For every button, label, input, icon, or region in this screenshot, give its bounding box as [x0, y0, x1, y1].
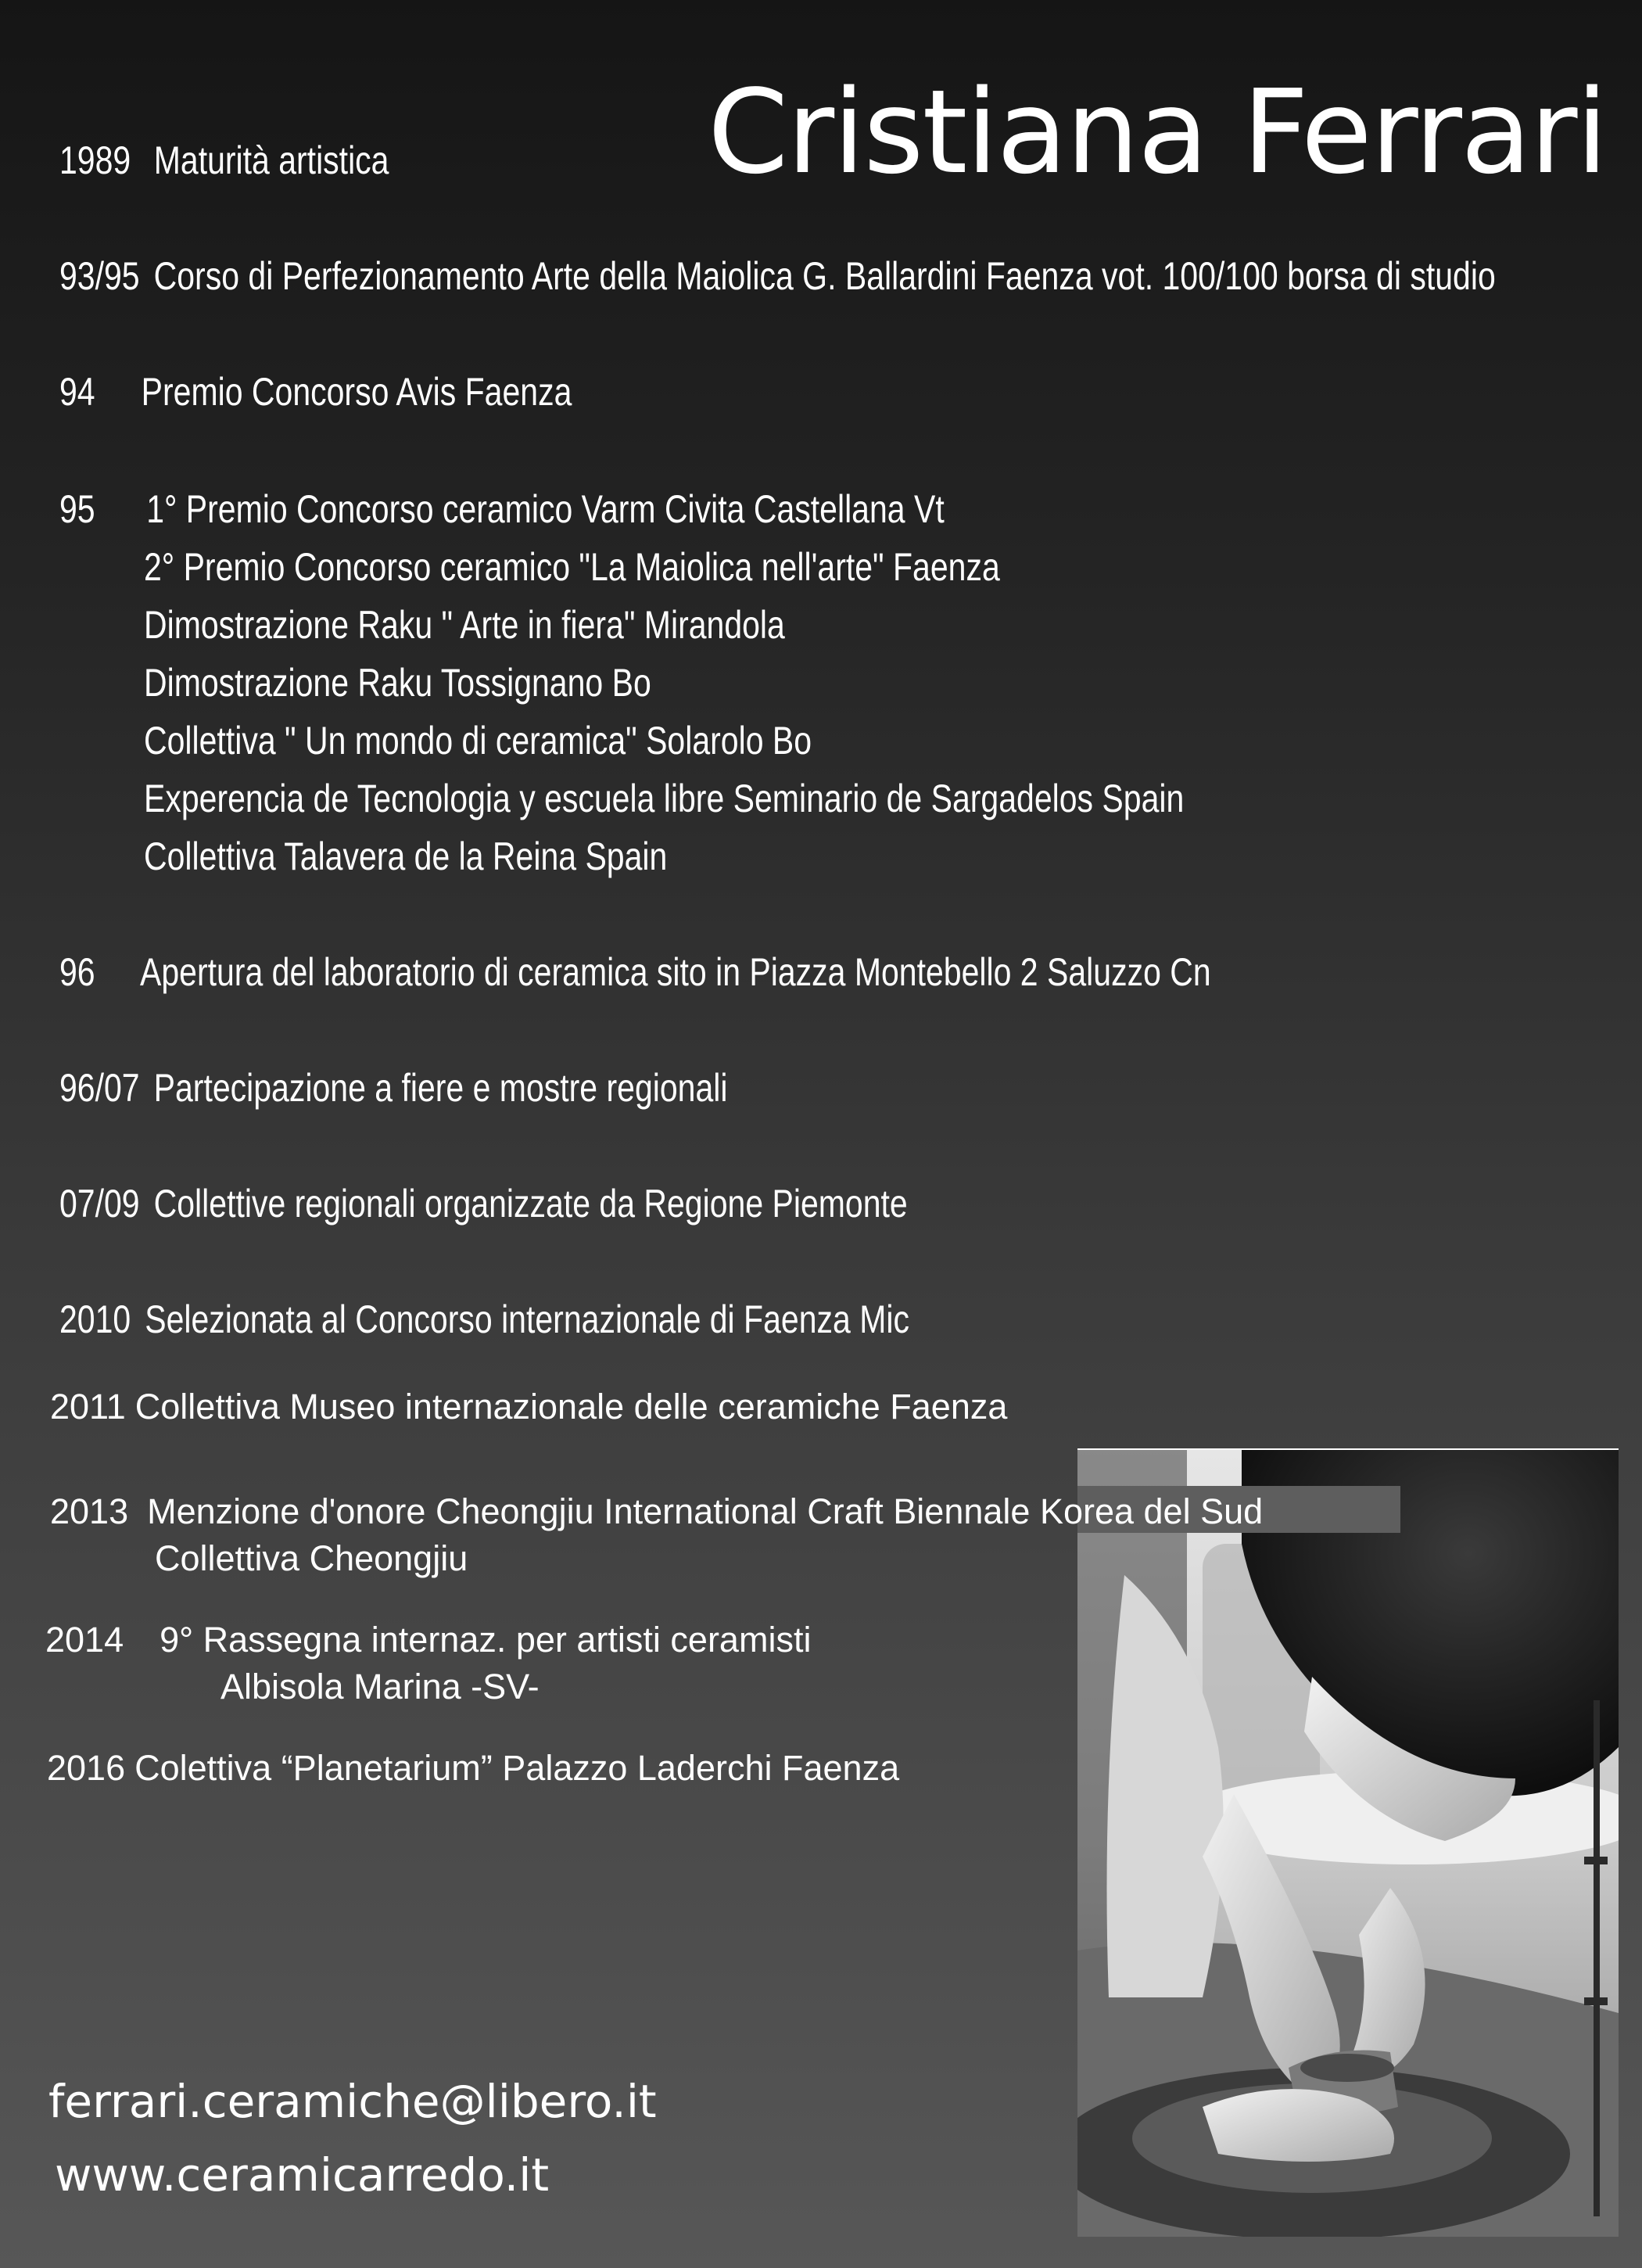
- cv-year: 2013: [50, 1491, 129, 1531]
- cv-text: 1° Premio Concorso ceramico Varm Civita Castellana Vt: [146, 487, 945, 531]
- cv-year: 2014: [45, 1620, 124, 1660]
- cv-year: 95: [59, 487, 95, 531]
- page-title: Cristiana Ferrari: [708, 65, 1607, 199]
- cv-text: Apertura del laboratorio di ceramica sito in Piazza Montebello 2 Saluzzo Cn: [140, 950, 1211, 994]
- cv-text: Colettiva “Planetarium” Palazzo Laderchi Faenza: [134, 1748, 900, 1788]
- cv-text: Partecipazione a fiere e mostre regionali: [153, 1066, 728, 1110]
- cv-year: 2011: [50, 1387, 126, 1426]
- cv-year: 96: [59, 950, 95, 994]
- cv-entry-96: [59, 950, 1211, 994]
- cv-text: Premio Concorso Avis Faenza: [141, 370, 572, 414]
- cv-entry-95-line-5: Collettiva " Un mondo di ceramica" Solarolo Bo: [144, 719, 812, 763]
- cv-entry-95-line-7: Collettiva Talavera de la Reina Spain: [144, 834, 668, 878]
- cv-year: 2016: [47, 1748, 126, 1788]
- potter-at-wheel-image: [1077, 1450, 1619, 2237]
- cv-year: 1989: [59, 138, 131, 182]
- cv-entry-2016: [47, 1748, 900, 1788]
- cv-entry-2014-line-2: Albisola Marina -SV-: [220, 1667, 540, 1706]
- cv-year: 07/09: [59, 1182, 140, 1226]
- contact-email[interactable]: ferrari.ceramiche@libero.it: [48, 2075, 657, 2128]
- cv-entry-96-07: [59, 1066, 728, 1110]
- cv-entry-2014: [45, 1620, 812, 1660]
- cv-text: Menzione d'onore Cheongjiu International Craft Biennale Korea del Sud: [147, 1491, 1264, 1531]
- cv-text: Corso di Perfezionamento Arte della Maiolica G. Ballardini Faenza vot. 100/100 borsa di studio: [153, 254, 1496, 298]
- cv-entry-2013-line-2: Collettiva Cheongjiu: [155, 1538, 468, 1578]
- cv-entry-2013: [50, 1491, 1264, 1531]
- cv-text: Collettiva Museo internazionale delle ceramiche Faenza: [134, 1387, 1008, 1426]
- cv-entry-95-line-2: 2° Premio Concorso ceramico "La Maiolica nell'arte" Faenza: [144, 545, 1000, 589]
- cv-year: 94: [59, 370, 95, 414]
- potter-photo: [1077, 1448, 1619, 2237]
- cv-entry-95-line-3: Dimostrazione Raku " Arte in fiera" Mirandola: [144, 603, 785, 647]
- cv-entry-95-line-4: Dimostrazione Raku Tossignano Bo: [144, 661, 651, 705]
- cv-entry-2011: [50, 1389, 1007, 1424]
- cv-entry-95: [59, 487, 945, 531]
- cv-year: 93/95: [59, 254, 140, 298]
- cv-text: Collettive regionali organizzate da Regione Piemonte: [153, 1182, 908, 1226]
- cv-entry-94: [59, 370, 572, 414]
- cv-entry-07-09: [59, 1182, 908, 1226]
- cv-text: 9° Rassegna internaz. per artisti ceramisti: [160, 1620, 812, 1660]
- cv-text: Maturità artistica: [153, 138, 389, 182]
- cv-entry-93-95: [59, 254, 1496, 298]
- contact-website[interactable]: www.ceramicarredo.it: [55, 2148, 550, 2202]
- cv-entry-2010: [59, 1297, 909, 1341]
- cv-entry-1989: [59, 138, 389, 182]
- cv-text: Selezionata al Concorso internazionale di Faenza Mic: [145, 1297, 909, 1341]
- cv-entry-95-line-6: Experencia de Tecnologia y escuela libre Seminario de Sargadelos Spain: [144, 777, 1185, 820]
- cv-year: 96/07: [59, 1066, 140, 1110]
- cv-year: 2010: [59, 1297, 131, 1341]
